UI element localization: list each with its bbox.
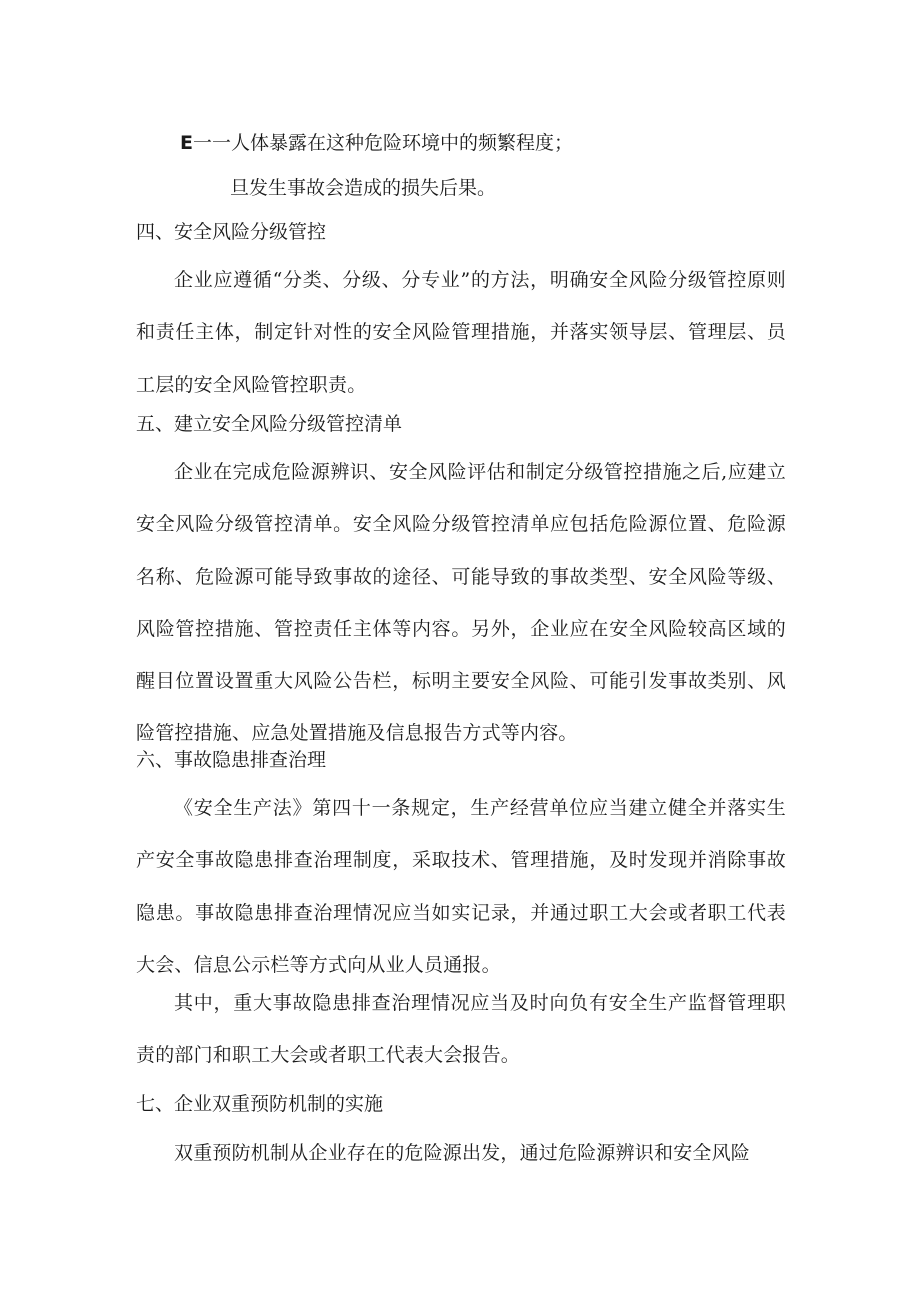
e-variable: E [180, 132, 193, 154]
e-definition-line [180, 131, 573, 155]
section-7-heading: 七、企业双重预防机制的实施 [136, 1093, 384, 1115]
section-6-paragraph-2: 其中，重大事故隐患排查治理情况应当及时向负有安全生产监督管理职责的部门和职工大会或者职工代表大会报告。 [136, 992, 786, 1067]
e-definition-text: 一一人体暴露在这种危险环境中的频繁程度； [192, 132, 573, 154]
section-5-paragraph: 企业在完成危险源辨识、安全风险评估和制定分级管控措施之后,应建立安全风险分级管控清单。安全风险分级管控清单应包括危险源位置、危险源名称、危险源可能导致事故的途径、可能导致的事故类型、安全风险等级、风险管控措施、管控责任主体等内容。另外，企业应在安全风险较高区域的醒目位置设置重大风险公告栏，标明主要安全风险、可能引发事故类别、风险管控措施、应急处置措施及信息报告方式等内容。 [136, 461, 786, 745]
section-6-paragraph-1: 《安全生产法》第四十一条规定，生产经营单位应当建立健全并落实生产安全事故隐患排查治理制度，采取技术、管理措施，及时发现并消除事故隐患。事故隐患排查治理情况应当如实记录，并通过职工大会或者职工代表大会、信息公示栏等方式向从业人员通报。 [136, 797, 786, 976]
section-4-paragraph: 企业应遵循“分类、分级、分专业”的方法，明确安全风险分级管控原则和责任主体，制定针对性的安全风险管理措施，并落实领导层、管理层、员工层的安全风险管控职责。 [136, 269, 786, 396]
c-definition-line: 旦发生事故会造成的损失后果。 [230, 177, 497, 199]
section-6-heading: 六、事故隐患排查治理 [136, 749, 327, 771]
section-5-heading: 五、建立安全风险分级管控清单 [136, 413, 403, 435]
section-4-heading: 四、安全风险分级管控 [136, 221, 327, 243]
section-7-paragraph: 双重预防机制从企业存在的危险源出发，通过危险源辨识和安全风险 [174, 1142, 751, 1164]
